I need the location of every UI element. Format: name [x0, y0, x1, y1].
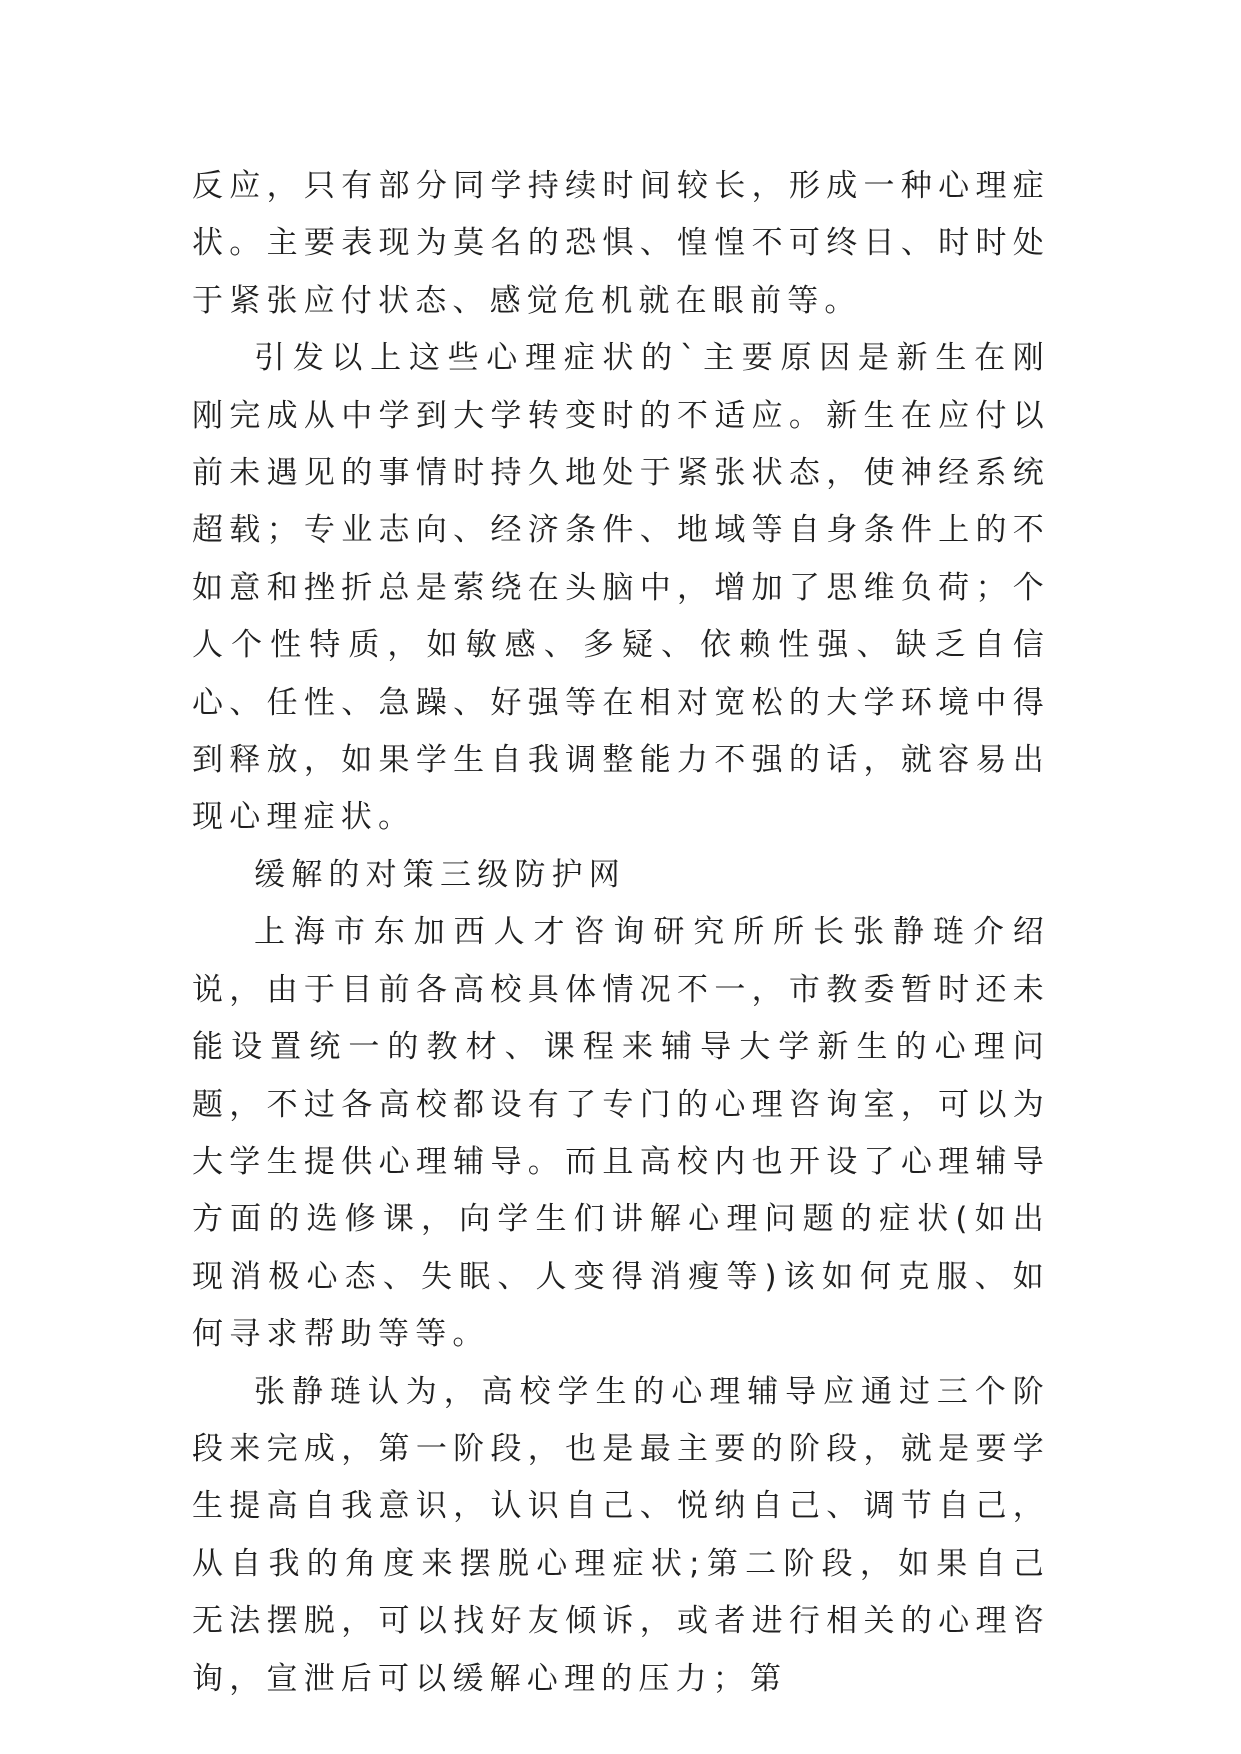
section-heading-countermeasures: 缓解的对策三级防护网 [254, 856, 626, 893]
paragraph-causes: 引发以上这些心理症状的`主要原因是新生在刚刚完成从中学到大学转变时的不适应。新生在应付以前未遇见的事情时持久地处于紧张状态，使神经系统超载；专业志向、经济条件、地域等自身条件上的不如意和挫折总是萦绕在头脑中，增加了思维负荷；个人个性特质，如敏感、多疑、依赖性强、缺乏自信心、任性、急躁、好强等在相对宽松的大学环境中得到释放，如果学生自我调整能力不强的话，就容易出现心理症状。 [192, 340, 1050, 836]
document-body [192, 158, 1050, 1708]
paragraph-three-stages: 张静琏认为，高校学生的心理辅导应通过三个阶段来完成，第一阶段，也是最主要的阶段，就是要学生提高自我意识，认识自己、悦纳自己、调节自己，从自我的角度来摆脱心理症状;第二阶段，如果自己无法摆脱，可以找好友倾诉，或者进行相关的心理咨询，宣泄后可以缓解心理的压力；第 [192, 1373, 1050, 1697]
paragraph-continuation: 反应，只有部分同学持续时间较长，形成一种心理症状。主要表现为莫名的恐惧、惶惶不可终日、时时处于紧张应付状态、感觉危机就在眼前等。 [192, 168, 1050, 319]
paragraph-counseling-intro: 上海市东加西人才咨询研究所所长张静琏介绍说，由于目前各高校具体情况不一，市教委暂时还未能设置统一的教材、课程来辅导大学新生的心理问题，不过各高校都设有了专门的心理咨询室，可以为大学生提供心理辅导。而且高校内也开设了心理辅导方面的选修课，向学生们讲解心理问题的症状(如出现消极心态、失眠、人变得消瘦等)该如何克服、如何寻求帮助等等。 [192, 914, 1050, 1353]
